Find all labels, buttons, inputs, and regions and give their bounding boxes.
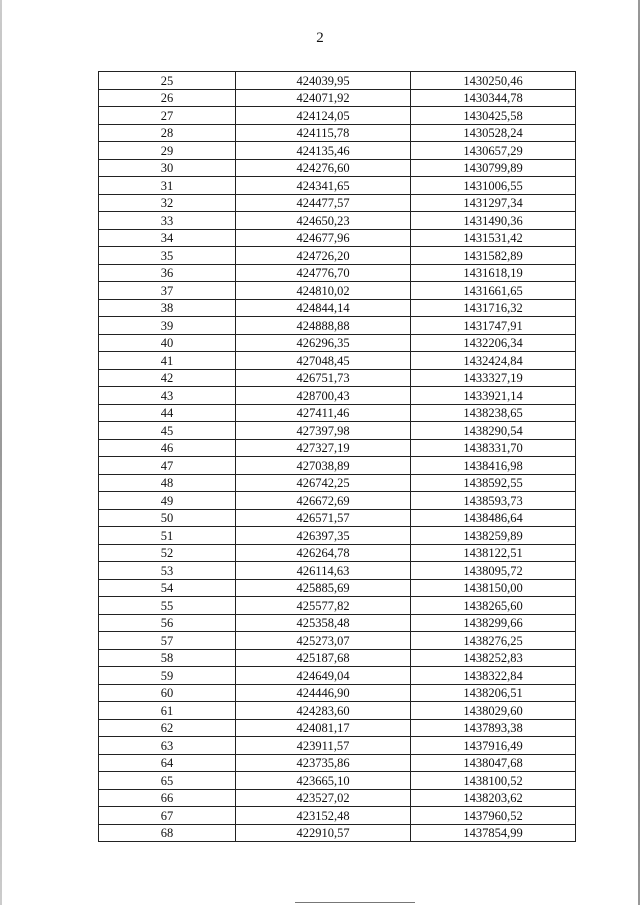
y-coordinate-cell: 1438265,60 [411,597,576,615]
x-coordinate-cell: 426571,57 [236,509,411,527]
y-coordinate-cell: 1438100,52 [411,772,576,790]
point-number-cell: 36 [99,264,236,282]
y-coordinate-cell: 1438047,68 [411,754,576,772]
y-coordinate-cell: 1438593,73 [411,492,576,510]
y-coordinate-cell: 1430657,29 [411,142,576,160]
table-row [99,317,576,335]
table-row [99,142,576,160]
point-number-cell: 53 [99,562,236,580]
table-row [99,527,576,545]
y-coordinate-cell: 1431661,65 [411,282,576,300]
point-number-cell: 38 [99,299,236,317]
x-coordinate-cell: 424071,92 [236,89,411,107]
table-row [99,492,576,510]
y-coordinate-cell: 1438486,64 [411,509,576,527]
y-coordinate-cell: 1431006,55 [411,177,576,195]
table-row [99,422,576,440]
x-coordinate-cell: 423527,02 [236,789,411,807]
table-row [99,247,576,265]
x-coordinate-cell: 424446,90 [236,684,411,702]
x-coordinate-cell: 423911,57 [236,737,411,755]
point-number-cell: 39 [99,317,236,335]
y-coordinate-cell: 1430425,58 [411,107,576,125]
y-coordinate-cell: 1431618,19 [411,264,576,282]
table-row [99,107,576,125]
y-coordinate-cell: 1438299,66 [411,614,576,632]
y-coordinate-cell: 1438331,70 [411,439,576,457]
y-coordinate-cell: 1438095,72 [411,562,576,580]
table-row [99,509,576,527]
x-coordinate-cell: 424039,95 [236,72,411,90]
point-number-cell: 42 [99,369,236,387]
y-coordinate-cell: 1437893,38 [411,719,576,737]
y-coordinate-cell: 1437854,99 [411,824,576,842]
table-row [99,597,576,615]
point-number-cell: 63 [99,737,236,755]
table-row [99,282,576,300]
y-coordinate-cell: 1437960,52 [411,807,576,825]
x-coordinate-cell: 424124,05 [236,107,411,125]
y-coordinate-cell: 1432424,84 [411,352,576,370]
table-row [99,72,576,90]
x-coordinate-cell: 425358,48 [236,614,411,632]
x-coordinate-cell: 426397,35 [236,527,411,545]
point-number-cell: 68 [99,824,236,842]
x-coordinate-cell: 425273,07 [236,632,411,650]
x-coordinate-cell: 423735,86 [236,754,411,772]
y-coordinate-cell: 1438322,84 [411,667,576,685]
x-coordinate-cell: 424341,65 [236,177,411,195]
x-coordinate-cell: 425577,82 [236,597,411,615]
x-coordinate-cell: 424276,60 [236,159,411,177]
x-coordinate-cell: 424888,88 [236,317,411,335]
y-coordinate-cell: 1438290,54 [411,422,576,440]
table-row [99,544,576,562]
y-coordinate-cell: 1431531,42 [411,229,576,247]
y-coordinate-cell: 1432206,34 [411,334,576,352]
point-number-cell: 30 [99,159,236,177]
point-number-cell: 59 [99,667,236,685]
point-number-cell: 43 [99,387,236,405]
x-coordinate-cell: 422910,57 [236,824,411,842]
table-row [99,824,576,842]
point-number-cell: 56 [99,614,236,632]
table-row [99,562,576,580]
y-coordinate-cell: 1438592,55 [411,474,576,492]
y-coordinate-cell: 1438122,51 [411,544,576,562]
x-coordinate-cell: 424810,02 [236,282,411,300]
y-coordinate-cell: 1438416,98 [411,457,576,475]
point-number-cell: 44 [99,404,236,422]
y-coordinate-cell: 1438150,00 [411,579,576,597]
x-coordinate-cell: 427411,46 [236,404,411,422]
y-coordinate-cell: 1430528,24 [411,124,576,142]
table-row [99,177,576,195]
table-row [99,474,576,492]
point-number-cell: 28 [99,124,236,142]
point-number-cell: 33 [99,212,236,230]
x-coordinate-cell: 423152,48 [236,807,411,825]
table-row [99,789,576,807]
point-number-cell: 52 [99,544,236,562]
y-coordinate-cell: 1430799,89 [411,159,576,177]
x-coordinate-cell: 426114,63 [236,562,411,580]
page-number: 2 [316,30,324,46]
x-coordinate-cell: 424081,17 [236,719,411,737]
table-row [99,124,576,142]
y-coordinate-cell: 1431716,32 [411,299,576,317]
table-row [99,579,576,597]
y-coordinate-cell: 1430250,46 [411,72,576,90]
x-coordinate-cell: 426751,73 [236,369,411,387]
point-number-cell: 55 [99,597,236,615]
point-number-cell: 60 [99,684,236,702]
table-row [99,212,576,230]
x-coordinate-cell: 426296,35 [236,334,411,352]
x-coordinate-cell: 425885,69 [236,579,411,597]
table-row [99,614,576,632]
x-coordinate-cell: 428700,43 [236,387,411,405]
table-row [99,264,576,282]
point-number-cell: 32 [99,194,236,212]
y-coordinate-cell: 1438238,65 [411,404,576,422]
table-row [99,299,576,317]
y-coordinate-cell: 1431297,34 [411,194,576,212]
table-row [99,387,576,405]
table-row [99,439,576,457]
point-number-cell: 29 [99,142,236,160]
y-coordinate-cell: 1431747,91 [411,317,576,335]
x-coordinate-cell: 426742,25 [236,474,411,492]
x-coordinate-cell: 426264,78 [236,544,411,562]
point-number-cell: 45 [99,422,236,440]
table-row [99,194,576,212]
point-number-cell: 61 [99,702,236,720]
x-coordinate-cell: 423665,10 [236,772,411,790]
x-coordinate-cell: 424726,20 [236,247,411,265]
point-number-cell: 37 [99,282,236,300]
scan-bottom-line [295,902,415,903]
y-coordinate-cell: 1433327,19 [411,369,576,387]
point-number-cell: 50 [99,509,236,527]
x-coordinate-cell: 427038,89 [236,457,411,475]
x-coordinate-cell: 424477,57 [236,194,411,212]
point-number-cell: 27 [99,107,236,125]
y-coordinate-cell: 1438203,62 [411,789,576,807]
point-number-cell: 49 [99,492,236,510]
point-number-cell: 47 [99,457,236,475]
x-coordinate-cell: 424650,23 [236,212,411,230]
point-number-cell: 64 [99,754,236,772]
table-row [99,457,576,475]
x-coordinate-cell: 424649,04 [236,667,411,685]
table-row [99,702,576,720]
x-coordinate-cell: 424115,78 [236,124,411,142]
table-row [99,632,576,650]
table-row [99,159,576,177]
table-row [99,229,576,247]
y-coordinate-cell: 1438259,89 [411,527,576,545]
x-coordinate-cell: 424135,46 [236,142,411,160]
table-row [99,89,576,107]
point-number-cell: 58 [99,649,236,667]
point-number-cell: 26 [99,89,236,107]
point-number-cell: 62 [99,719,236,737]
table-row [99,649,576,667]
scan-edge-left [0,0,2,905]
table-row [99,684,576,702]
point-number-cell: 66 [99,789,236,807]
x-coordinate-cell: 427397,98 [236,422,411,440]
x-coordinate-cell: 424844,14 [236,299,411,317]
x-coordinate-cell: 425187,68 [236,649,411,667]
point-number-cell: 57 [99,632,236,650]
y-coordinate-cell: 1430344,78 [411,89,576,107]
table-row [99,719,576,737]
y-coordinate-cell: 1437916,49 [411,737,576,755]
y-coordinate-cell: 1431582,89 [411,247,576,265]
point-number-cell: 46 [99,439,236,457]
x-coordinate-cell: 424283,60 [236,702,411,720]
y-coordinate-cell: 1438206,51 [411,684,576,702]
x-coordinate-cell: 426672,69 [236,492,411,510]
point-number-cell: 67 [99,807,236,825]
table-row [99,352,576,370]
point-number-cell: 31 [99,177,236,195]
point-number-cell: 51 [99,527,236,545]
x-coordinate-cell: 424677,96 [236,229,411,247]
table-row [99,369,576,387]
y-coordinate-cell: 1438252,83 [411,649,576,667]
point-number-cell: 35 [99,247,236,265]
point-number-cell: 54 [99,579,236,597]
table-row [99,404,576,422]
x-coordinate-cell: 427048,45 [236,352,411,370]
x-coordinate-cell: 427327,19 [236,439,411,457]
point-number-cell: 41 [99,352,236,370]
coordinates-table-body [99,72,576,842]
x-coordinate-cell: 424776,70 [236,264,411,282]
table-row [99,807,576,825]
point-number-cell: 65 [99,772,236,790]
point-number-cell: 40 [99,334,236,352]
table-row [99,754,576,772]
table-row [99,772,576,790]
point-number-cell: 34 [99,229,236,247]
table-row [99,667,576,685]
y-coordinate-cell: 1438276,25 [411,632,576,650]
point-number-cell: 48 [99,474,236,492]
y-coordinate-cell: 1433921,14 [411,387,576,405]
table-row [99,737,576,755]
y-coordinate-cell: 1431490,36 [411,212,576,230]
y-coordinate-cell: 1438029,60 [411,702,576,720]
point-number-cell: 25 [99,72,236,90]
table-row [99,334,576,352]
coordinates-table [98,71,576,842]
